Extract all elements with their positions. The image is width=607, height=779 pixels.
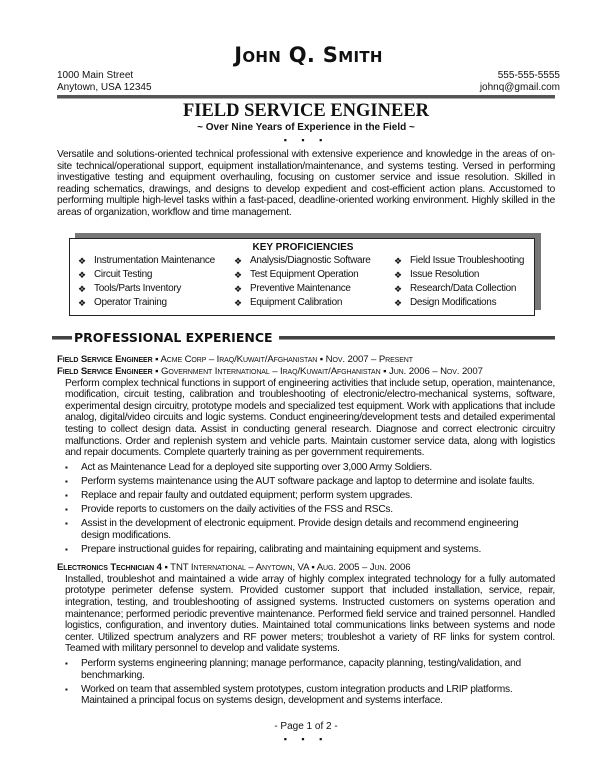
diamond-bullet-icon: ❖ [394,283,402,294]
section-title: PROFESSIONAL EXPERIENCE [72,330,279,346]
diamond-bullet-icon: ❖ [78,283,86,294]
diamond-bullet-icon: ❖ [394,255,402,266]
experience-section-header [52,330,555,346]
proficiency-item: ❖ Issue Resolution [394,268,480,280]
footer-separator: ▪ ▪ ▪ [283,733,329,744]
phone: 555-555-5555 [497,70,560,81]
proficiency-item: ❖ Field Issue Troubleshooting [394,254,525,266]
subtitle: ~ Over Nine Years of Experience in the Field ~ [197,122,415,133]
bullet-item: ▪ Perform systems engineering planning; manage performance, capacity planning, testing/validation, and benchmarking. [65,658,530,681]
proficiencies-box [69,238,535,316]
bullet-item: ▪ Replace and repair faulty and outdated equipment; perform system upgrades. [65,490,543,502]
proficiencies-panel [69,233,535,316]
email: johnq@gmail.com [479,82,560,93]
bullet-item: ▪ Perform systems maintenance using the AUT software package and laptop to determine and isolate faults. [65,476,543,488]
job-heading-1: Field Service Engineer ▪ Acme Corp – Iraq/Kuwait/Afghanistan ▪ Nov. 2007 – Present [57,353,413,365]
proficiency-item: ❖ Test Equipment Operation [234,268,359,280]
summary: Versatile and solutions-oriented technical professional with extensive experience and knowledge in the areas of on-site technical/operational support, equipment installation/maintenance, and systems testing. Versed in performing investigative testing and equipment overhauling, focusing on customer service and issue resolution. Skilled in reading schematics, drawings, and designs to develop expedient and cost-efficient action plans. Accustomed to performing multiple high-level tasks within a fast-paced, deadline-oriented working environment. Highly skilled in the areas of organization, workflow and time management. [57,149,555,218]
diamond-bullet-icon: ❖ [394,297,402,308]
proficiencies-heading: KEY PROFICIENCIES [252,241,354,253]
bullet-item: ▪ Provide reports to customers on the daily activities of the FSS and RSCs. [65,504,543,516]
proficiency-item: ❖ Tools/Parts Inventory [78,282,182,294]
diamond-bullet-icon: ❖ [78,297,86,308]
diamond-bullet-icon: ❖ [234,283,242,294]
proficiency-item: ❖ Research/Data Collection [394,282,517,294]
proficiency-item: ❖ Instrumentation Maintenance [78,254,215,266]
proficiencies-grid [78,254,528,310]
candidate-name: John Q. Smith [234,43,383,67]
proficiency-item: ❖ Circuit Testing [78,268,153,280]
address [57,70,152,94]
header-divider [57,95,555,99]
diamond-bullet-icon: ❖ [78,269,86,280]
address-line-1: 1000 Main Street [57,70,134,81]
job-title: FIELD SERVICE ENGINEER [182,101,430,121]
diamond-bullet-icon: ❖ [234,269,242,280]
contact-row [57,70,560,94]
proficiency-item: ❖ Operator Training [78,296,167,308]
job-3-description: Installed, troubleshot and maintained a wide array of highly complex integrated technology for a fully automated prototype perimeter defense system. Provided customer support that included installation, service, repair, integration, testing, and troubleshooting of assigned systems. Instructed customers on systems operation and maintenance; performed periodic preventive maintenance. Performed field service and trained personnel. Handled logistics, configuration, and inventory duties. Maintained total communications links between systems and node center. Utilized spectrum analyzers and RF power meters; troubleshot a variety of RF links for system control. Teamed with military personnel to develop and validate systems. [65,573,555,655]
proficiency-item: ❖ Equipment Calibration [234,296,343,308]
job-heading-2: Field Service Engineer ▪ Government International – Iraq/Kuwait/Afghanistan ▪ Jun. 2006 – Nov. 2007 [57,365,483,377]
bullet-item: ▪ Act as Maintenance Lead for a deployed site supporting over 3,000 Army Soldiers. [65,462,543,474]
proficiency-item: ❖ Analysis/Diagnostic Software [234,254,371,266]
diamond-bullet-icon: ❖ [234,255,242,266]
job-3-bullets [65,658,530,707]
bullet-item: ▪ Prepare instructional guides for repairing, calibrating and maintaining equipment and systems. [65,544,543,556]
diamond-bullet-icon: ❖ [394,269,402,280]
proficiency-item: ❖ Design Modifications [394,296,497,308]
proficiency-item: ❖ Preventive Maintenance [234,282,351,294]
diamond-bullet-icon: ❖ [78,255,86,266]
diamond-bullet-icon: ❖ [234,297,242,308]
address-line-2: Anytown, USA 12345 [57,82,152,93]
separator-dots: ▪ ▪ ▪ [283,135,329,145]
page-number: - Page 1 of 2 - [274,720,338,732]
bullet-item: ▪ Worked on team that assembled system prototypes, custom integration products and LRIP platforms. Maintained a principal focus on systems design, development and systems interface. [65,684,530,707]
bullet-item: ▪ Assist in the development of electronic equipment. Provide design details and recommend engineering design modifications. [65,518,543,541]
contact-info [480,70,560,94]
job-2-description: Perform complex technical functions in support of engineering activities that include setup, operation, maintenance, modification, circuit testing, calibration and troubleshooting of electronic/electro-mechanical systems, software, experimental design circuitry, prototype models and specialized test equipment. Work with applications that include analog, digital/video circuits and logic systems. Conduct engineering/development tests and detailed experimental testing to collect design data. Assist in conducting general research. Diagnose and correct electronic circuitry malfunctions. Order and replenish system and vehicle parts. Maintain customer service data, along with logistics and repair documents. Complete quarterly training as per government requirements. [65,377,555,459]
job-2-bullets [65,462,543,556]
job-heading-3: Electronics Technician 4 ▪ TNT International – Anytown, VA ▪ Aug. 2005 – Jun. 2006 [57,561,411,573]
